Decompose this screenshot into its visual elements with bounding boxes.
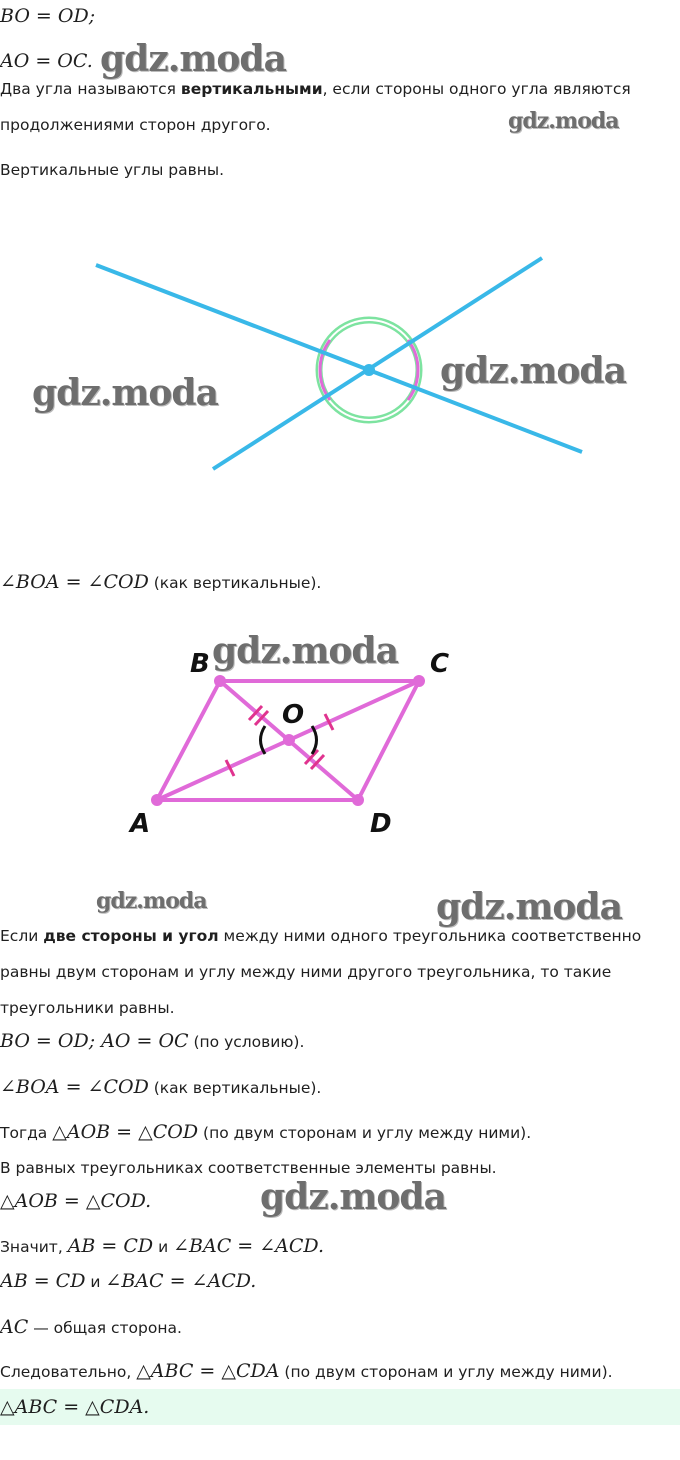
equation-ao-oc: AO = OC. [0, 50, 93, 72]
watermark-logo: gdz.moda [440, 350, 626, 392]
label-c: C [430, 649, 450, 679]
vertex-o [283, 734, 295, 746]
watermark-logo: gdz.moda [96, 888, 207, 914]
triangle-equality: △AOB = △COD. [0, 1190, 152, 1212]
angle-equality-1: ∠BOA = ∠COD (как вертикальные). [0, 571, 322, 593]
watermark-logo: gdz.moda [32, 372, 218, 414]
result-line: AB = CD и ∠BAC = ∠ACD. [0, 1270, 257, 1292]
vertex-b [214, 675, 226, 687]
vertex-a [151, 794, 163, 806]
angle-arc-boa [261, 726, 266, 754]
watermark-logo: gdz.moda [436, 886, 622, 928]
vertex-c [413, 675, 425, 687]
label-a: A [130, 809, 151, 839]
then-line: Тогда △AOB = △COD (по двум сторонам и углу между ними). [0, 1121, 532, 1143]
rule-sas-line1: Если две стороны и угол между ними одного треугольника соответственно [0, 927, 642, 945]
definition-continuation: продолжениями сторон другого. [0, 116, 271, 134]
equation-bo-od: BO = OD; [0, 5, 96, 27]
rule-sas-line2: равны двум сторонам и углу между ними другого треугольника, то такие [0, 963, 612, 981]
watermark-logo: gdz.moda [100, 38, 286, 80]
label-d: D [370, 809, 392, 839]
label-b: B [190, 649, 210, 679]
vertical-angles-equal: Вертикальные углы равны. [0, 161, 225, 179]
definition-vertical-angles: Два угла называются вертикальными, если стороны одного угла являются [0, 80, 631, 98]
watermark-logo: gdz.moda [260, 1176, 446, 1218]
means-line: Значит, AB = CD и ∠BAC = ∠ACD. [0, 1235, 325, 1257]
vertex-d [352, 794, 364, 806]
intersection-point [363, 364, 375, 376]
final-answer: △ABC = △CDA. [0, 1396, 150, 1418]
watermark-logo: gdz.moda [212, 630, 398, 672]
rule-sas-line3: треугольники равны. [0, 999, 175, 1017]
watermark-logo: gdz.moda [508, 108, 619, 134]
label-o: O [282, 700, 305, 730]
condition-line: BO = OD; AO = OC (по условию). [0, 1030, 305, 1052]
common-side-line: AC — общая сторона. [0, 1316, 182, 1338]
equal-elements-line: В равных треугольниках соответственные элементы равны. [0, 1159, 497, 1177]
consequently-line: Следовательно, △ABC = △CDA (по двум сторонам и углу между ними). [0, 1360, 613, 1382]
angle-equality-2: ∠BOA = ∠COD (как вертикальные). [0, 1076, 322, 1098]
angle-arc-cod [312, 726, 317, 754]
